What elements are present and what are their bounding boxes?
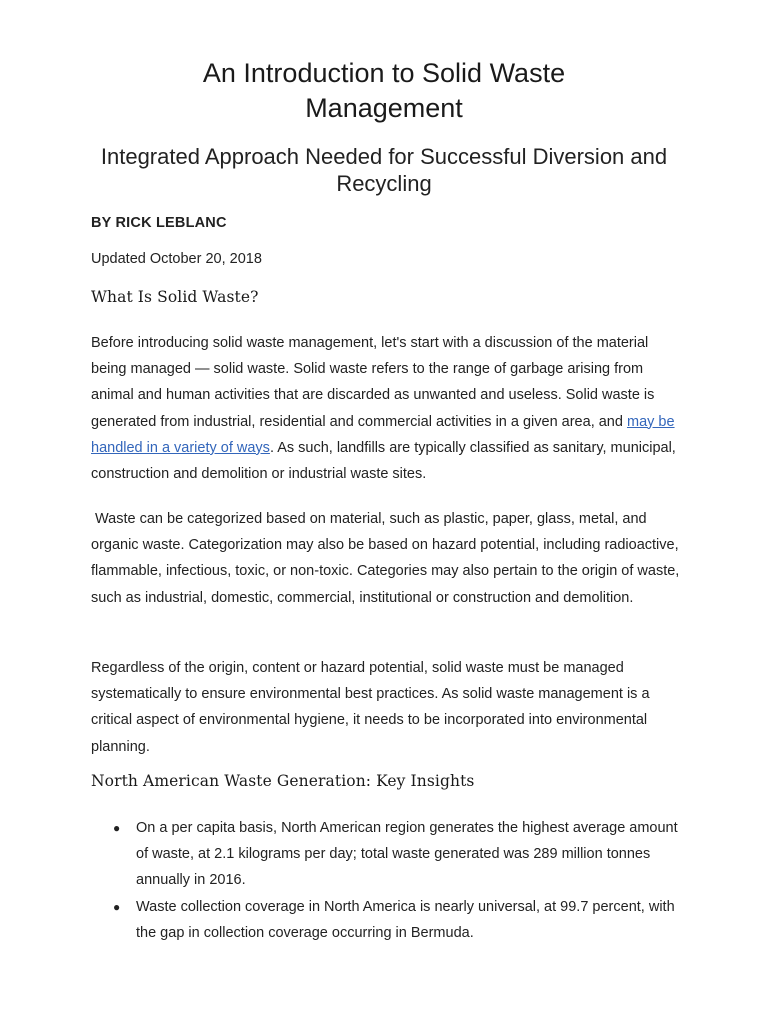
list-item-text: On a per capita basis, North American region generates the highest average amount of waste, at 2.1 kilograms per day; total waste generated was 289 million tonnes annually in 2016. (136, 820, 678, 889)
key-insights-list (91, 815, 683, 946)
article-title: An Introduction to Solid Waste Management (202, 58, 566, 123)
list-item (91, 815, 683, 894)
author-byline: BY RICK LEBLANC (91, 215, 227, 231)
paragraph-intro-text-end: . As such, landfills are typically classified as sanitary, municipal, construction and demolition or industrial waste sites. (91, 439, 676, 483)
article-subtitle: Integrated Approach Needed for Successful Diversion and Recycling (100, 144, 668, 196)
bullet-icon: ● (113, 821, 121, 835)
section-heading-what-is-solid-waste: What Is Solid Waste? (91, 288, 259, 306)
section-heading-north-american-waste: North American Waste Generation: Key Insights (91, 772, 475, 790)
link-handled-variety-of-ways[interactable]: may be handled in a variety of ways (91, 413, 675, 456)
updated-date: Updated October 20, 2018 (91, 251, 262, 267)
paragraph-intro (91, 330, 683, 487)
list-item-text: Waste collection coverage in North America is nearly universal, at 99.7 percent, with the gap in collection coverage occurring in Bermuda. (136, 898, 675, 941)
paragraph-categorization: Waste can be categorized based on material, such as plastic, paper, glass, metal, and organic waste. Categorization may also be based on hazard potential, including radioactive, flammable, infectious, toxic, or non-toxic. Categories may also pertain to the origin of waste, such as industrial, domestic, commercial, institutional or construction and demolition. (91, 511, 684, 606)
paragraph-management: Regardless of the origin, content or hazard potential, solid waste must be managed systematically to ensure environmental best practices. As solid waste management is a critical aspect of environmental hygiene, it needs to be incorporated into environmental planning. (91, 660, 650, 755)
bullet-icon: ● (113, 899, 121, 914)
list-item (91, 894, 683, 946)
paragraph-intro-text-start: Before introducing solid waste management, let's start with a discussion of the material being managed — solid waste. Solid waste refers to the range of garbage arising from animal and human activities that are discarded as unwanted and useless. Solid waste is generated from industrial, residential and commercial activities in a given area, and (91, 335, 655, 430)
